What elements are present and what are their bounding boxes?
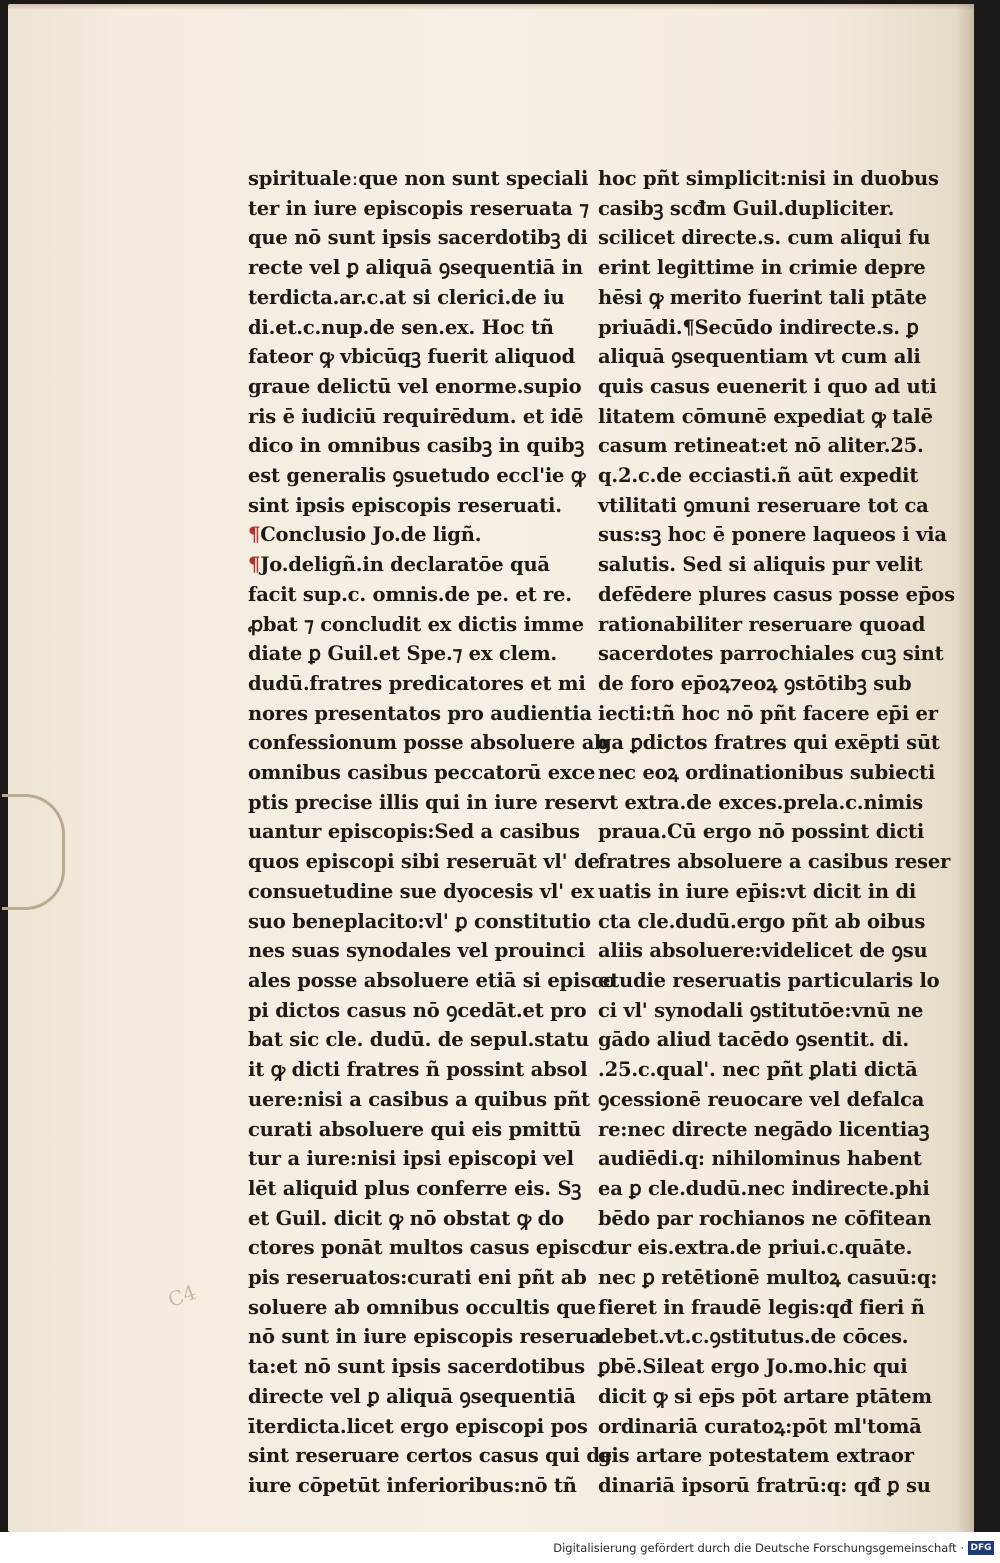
text-column-left bbox=[248, 164, 616, 1501]
text-line: sus:sꝫ hoc ē ponere laqueos i via bbox=[598, 523, 947, 547]
page-right-edge bbox=[956, 4, 974, 1532]
text-line: nō sunt in iure episcopis reserua bbox=[248, 1325, 602, 1349]
text-line: nec eoꝝ ordinationibus subiecti bbox=[598, 761, 936, 785]
text-line: que nō sunt ipsis sacerdotibꝫ di bbox=[248, 226, 588, 250]
text-line: ptis precise illis qui in iure reser bbox=[248, 790, 600, 814]
rubric-mark: ¶ bbox=[248, 553, 261, 577]
text-line: nes suas synodales vel prouinci bbox=[248, 939, 585, 963]
text-line: praua.Cū ergo nō possint dicti bbox=[598, 820, 925, 844]
text-line: hoc pñt simplicit:nisi in duobus bbox=[598, 167, 939, 190]
text-line: ga ꝑdictos fratres qui exēpti sūt bbox=[598, 731, 940, 755]
text-line: recte vel ꝑ aliquā ꝯsequentiā in bbox=[248, 256, 583, 280]
text-line: priuādi.¶Secūdo indirecte.s. ꝑ bbox=[598, 315, 919, 339]
text-line: .25.c.qual'. nec pñt ꝑlati dictā bbox=[598, 1058, 918, 1082]
text-line: audiēdi.q: nihilominus habent bbox=[598, 1147, 922, 1171]
text-line: curati absoluere qui eis pmittū bbox=[248, 1117, 582, 1141]
text-line: scilicet directe.s. cum aliqui fu bbox=[598, 226, 931, 250]
text-column-right bbox=[598, 164, 955, 1501]
text-line: sint reseruare certos casus qui de bbox=[248, 1444, 612, 1468]
text-line: pis reseruatos:curati eni pñt ab bbox=[248, 1266, 587, 1290]
text-line: dinariā ipsorū fratrū:q: qđ ꝑ su bbox=[598, 1473, 931, 1497]
text-line: fateor ꝙ vbicūqꝫ fuerit aliquod bbox=[248, 345, 575, 369]
rubric-mark: ¶ bbox=[248, 523, 261, 547]
text-line: terdicta.ar.c.at si clerici.de iu bbox=[248, 285, 565, 309]
footer-bar bbox=[0, 1532, 1000, 1563]
text-line: cta cle.dudū.ergo pñt ab oibus bbox=[598, 909, 926, 933]
text-line: ci vl' synodali ꝯstitutōe:vnū ne bbox=[598, 998, 924, 1022]
text-line: ꝑbē.Sileat ergo Jo.mo.hic qui bbox=[598, 1355, 908, 1379]
text-line: dicit ꝙ si ep̄s pōt artare ptātem bbox=[598, 1384, 932, 1408]
text-line: et Guil. dicit ꝙ nō obstat ꝙ do bbox=[248, 1206, 564, 1230]
text-line: ꝓbat ⁊ concludit ex dictis imme bbox=[248, 612, 584, 636]
text-line: hēsi ꝙ merito fuerint tali ptāte bbox=[598, 285, 927, 309]
text-line: q.2.c.de ecciasti.ñ aūt expedit bbox=[598, 464, 919, 488]
text-line: gādo aliud tacēdo ꝯsentit. di. bbox=[598, 1028, 909, 1052]
text-line: litatem cōmunē expediat ꝙ talē bbox=[598, 404, 933, 428]
text-line-content: Jo.deligñ.in declaratōe quā bbox=[260, 553, 550, 577]
text-line: consuetudine sue dyocesis vl' ex bbox=[248, 879, 595, 903]
page-top-edge bbox=[8, 4, 974, 10]
text-line: vtilitati ꝯmuni reseruare tot ca bbox=[598, 493, 929, 517]
pencil-annotation: C4 bbox=[164, 1279, 200, 1313]
text-line: soluere ab omnibus occultis que bbox=[248, 1295, 596, 1319]
text-line: gis artare potestatem extraor bbox=[598, 1444, 914, 1468]
book-page bbox=[8, 4, 974, 1532]
text-line: tur a iure:nisi ipsi episcopi vel bbox=[248, 1147, 574, 1171]
text-line: dudū.fratres predicatores et mi bbox=[248, 671, 586, 695]
text-line: ctores ponāt multos casus episco bbox=[248, 1236, 604, 1260]
text-line: iecti:tñ hoc nō pñt facere ep̄i er bbox=[598, 701, 938, 725]
text-line: it ꝙ dicti fratres ñ possint absol bbox=[248, 1058, 588, 1082]
text-line: ꝯcessionē reuocare vel defalca bbox=[598, 1087, 925, 1111]
text-line: uatis in iure ep̄is:vt dicit in di bbox=[598, 879, 917, 903]
text-line: graue delictū vel enorme.supio bbox=[248, 374, 582, 398]
text-line: debet.vt.c.ꝯstitutus.de cōces. bbox=[598, 1325, 909, 1349]
text-line: nec ꝑ retētionē multoꝝ casuū:q: bbox=[598, 1266, 938, 1290]
text-line: uantur episcopis:Sed a casibus bbox=[248, 820, 580, 844]
text-line: ter in iure episcopis reseruata ⁊ bbox=[248, 196, 589, 220]
text-line bbox=[248, 550, 578, 580]
text-line: quis casus euenerit i quo ad uti bbox=[598, 374, 937, 398]
text-line: vt extra.de exces.prela.c.nimis bbox=[598, 790, 923, 814]
text-line: rationabiliter reseruare quoad bbox=[598, 612, 926, 636]
text-line: di.et.c.nup.de sen.ex. Hoc tñ bbox=[248, 315, 554, 339]
text-line-content: Conclusio Jo.de ligñ. bbox=[260, 523, 482, 547]
text-line: de foro ep̄oꝝ⁊eoꝝ ꝯstōtibꝫ sub bbox=[598, 671, 912, 695]
text-line bbox=[248, 520, 578, 550]
text-line: aliquā ꝯsequentiam vt cum ali bbox=[598, 345, 921, 369]
text-line: salutis. Sed si aliquis pur velit bbox=[598, 553, 923, 577]
text-line: suo beneplacito:vl' ꝑ constitutio bbox=[248, 909, 591, 933]
text-line: tur eis.extra.de priui.c.quāte. bbox=[598, 1236, 913, 1260]
text-line: erint legittime in crimie depre bbox=[598, 256, 926, 280]
dfg-credit-text: Digitalisierung gefördert durch die Deutsche Forschungsgemeinschaft · bbox=[553, 1541, 964, 1555]
text-line: īterdicta.licet ergo episcopi pos bbox=[248, 1414, 588, 1438]
text-line: spiritualeːque non sunt speciali bbox=[248, 167, 589, 190]
dfg-logo-icon: DFG bbox=[968, 1541, 994, 1555]
text-line: est generalis ꝯsuetudo eccl'ie ꝙ bbox=[248, 464, 586, 488]
text-line: defēdere plures casus posse ep̄os bbox=[598, 582, 955, 606]
text-line: ales posse absoluere etiā si episco bbox=[248, 968, 616, 992]
text-line: casum retineat:et nō aliter.25. bbox=[598, 434, 924, 458]
text-line: ea ꝑ cle.dudū.nec indirecte.phi bbox=[598, 1176, 930, 1200]
text-line: confessionum posse absoluere ab bbox=[248, 731, 608, 755]
text-line: aliis absoluere:videlicet de ꝯsu bbox=[598, 939, 928, 963]
text-line: dico in omnibus casibꝫ in quibꝫ bbox=[248, 434, 585, 458]
text-line: fratres absoluere a casibus reser bbox=[598, 850, 951, 874]
text-line: bat sic cle. dudū. de sepul.statu bbox=[248, 1028, 590, 1052]
text-line: ta:et nō sunt ipsis sacerdotibus bbox=[248, 1355, 585, 1379]
clasp-mark bbox=[2, 794, 65, 910]
text-line: etudie reseruatis particularis lo bbox=[598, 968, 940, 992]
text-line: diate ꝑ Guil.et Spe.⁊ ex clem. bbox=[248, 642, 558, 666]
text-line: facit sup.c. omnis.de pe. et re. bbox=[248, 582, 572, 606]
text-line: sacerdotes parrochiales cuꝫ sint bbox=[598, 642, 944, 666]
text-line: re:nec directe negādo licentiaꝫ bbox=[598, 1117, 930, 1141]
text-line: bēdo par rochianos ne cōfitean bbox=[598, 1206, 932, 1230]
text-line: nores presentatos pro audientia bbox=[248, 701, 592, 725]
text-line: omnibus casibus peccatorū exce bbox=[248, 761, 596, 785]
text-line: casibꝫ scđm Guil.dupliciter. bbox=[598, 196, 895, 220]
text-line: iure cōpetūt inferioribus:nō tñ bbox=[248, 1473, 577, 1497]
text-line: lēt aliquid plus conferre eis. Sꝫ bbox=[248, 1176, 582, 1200]
text-line: fieret in fraudē legis:qđ fieri ñ bbox=[598, 1295, 925, 1319]
text-line: uere:nisi a casibus a quibus pñt bbox=[248, 1087, 590, 1111]
text-line: quos episcopi sibi reseruāt vl' de bbox=[248, 850, 600, 874]
text-line: pi dictos casus nō ꝯcedāt.et pro bbox=[248, 998, 587, 1022]
text-line: directe vel ꝑ aliquā ꝯsequentiā bbox=[248, 1384, 576, 1408]
text-line: ordinariā curatoꝝ:pōt ml'tomā bbox=[598, 1414, 922, 1438]
text-line: sint ipsis episcopis reseruati. bbox=[248, 493, 562, 517]
text-line: ris ē iudiciū requirēdum. et idē bbox=[248, 404, 584, 428]
